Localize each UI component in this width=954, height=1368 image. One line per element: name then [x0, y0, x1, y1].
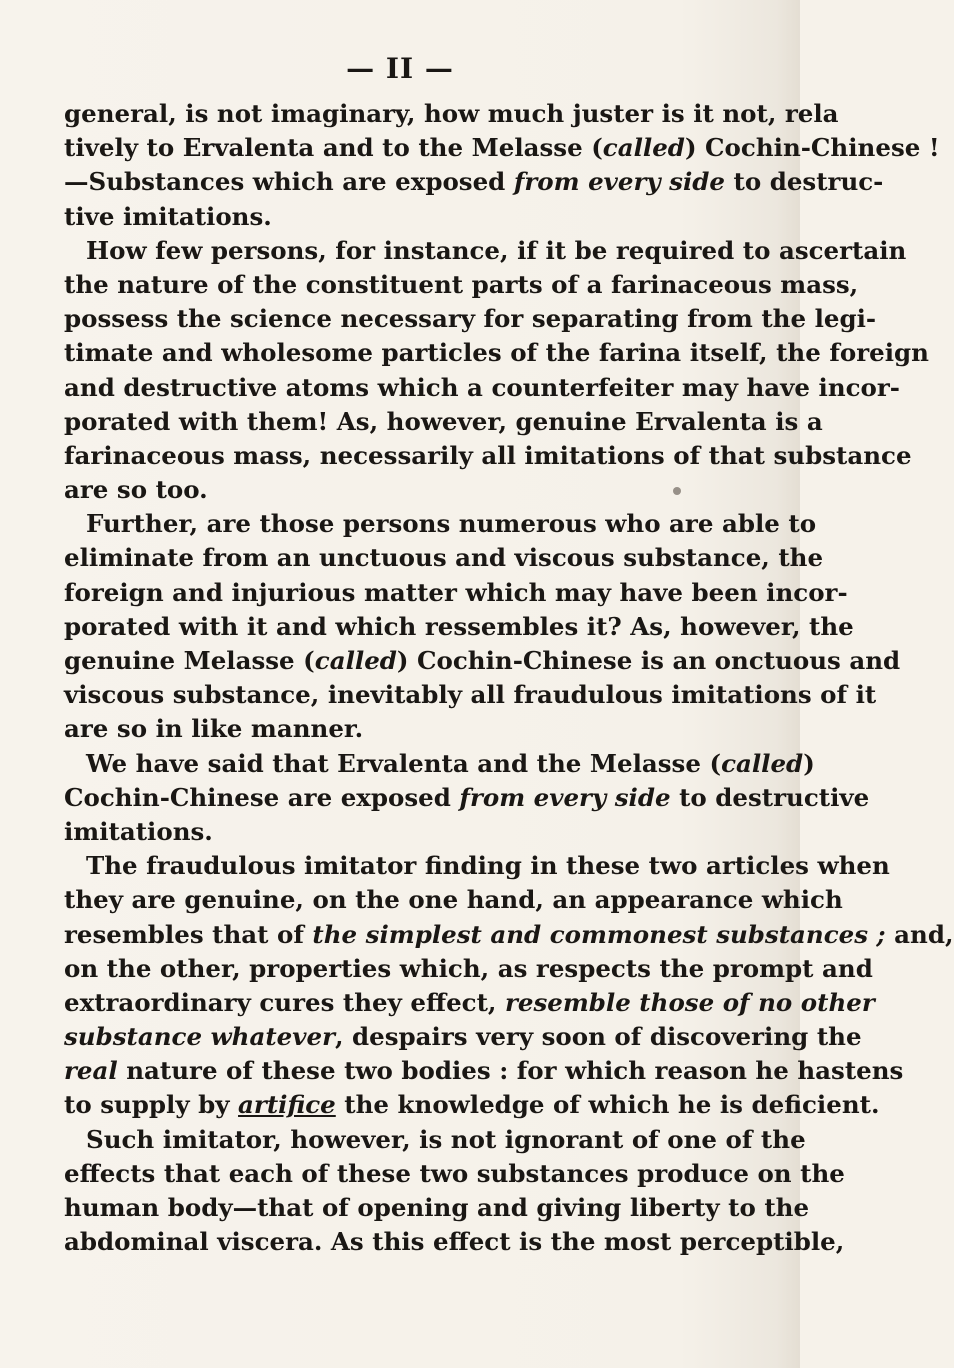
text-run: and destructive atoms which a counterfeiter may have incor-: [64, 372, 900, 402]
text-line: [64, 883, 843, 917]
text-line: [64, 1020, 862, 1054]
text-line: [64, 849, 890, 883]
body-text: [64, 97, 954, 1259]
text-line: [64, 1088, 880, 1122]
text-line: [64, 131, 940, 165]
text-line: [64, 747, 815, 781]
italic-text: called: [314, 646, 397, 675]
text-run: imitations.: [64, 816, 213, 846]
text-run: ): [803, 748, 815, 778]
italic-text: called: [721, 748, 804, 778]
text-run: to destruc-: [725, 167, 884, 197]
text-run: human body—that of opening and giving liberty to the: [64, 1193, 810, 1222]
ink-smudge: [673, 487, 681, 495]
text-run: the nature of the constituent parts of a farinaceous mass,: [64, 269, 859, 299]
text-run: the knowledge of which he is deficient.: [335, 1090, 880, 1120]
italic-text: the simplest and commonest substances ;: [312, 919, 886, 949]
italic-text: artifice: [238, 1090, 336, 1120]
text-line: [64, 200, 784, 234]
text-run: timate and wholesome particles of the farina itself, the foreign: [64, 338, 929, 368]
text-line: [64, 97, 839, 131]
text-run: possess the science necessary for separating from the legi-: [64, 304, 877, 334]
text-run: and,: [885, 919, 954, 949]
text-line: [64, 507, 817, 541]
text-line: [64, 302, 877, 336]
text-run: effects that each of these two substances produce on the: [64, 1158, 845, 1188]
text-run: they are genuine, on the one hand, an appearance which: [64, 885, 843, 915]
text-run: general, is not imaginary, how much juster is it not, rela: [64, 99, 839, 128]
text-run: —Substances which are exposed: [64, 167, 514, 197]
text-line: [64, 952, 873, 986]
text-run: ) Cochin-Chinese is an onctuous and: [396, 646, 901, 675]
text-run: porated with them! As, however, genuine Ervalenta is a: [64, 406, 823, 436]
text-line: [64, 576, 848, 610]
text-run: genuine Melasse (: [64, 646, 315, 675]
text-run: porated with it and which ressembles it? As, however, the: [64, 611, 854, 641]
text-line: [64, 234, 907, 268]
text-line: [64, 644, 901, 678]
text-line: [64, 1157, 845, 1191]
page-number: — II —: [346, 52, 454, 85]
text-line: [64, 815, 784, 849]
text-line: [64, 781, 870, 815]
text-run: are so too.: [64, 475, 208, 505]
text-run: tive imitations.: [64, 201, 272, 231]
text-run: eliminate from an unctuous and viscous substance, the: [64, 543, 824, 573]
italic-text: substance whatever: [64, 1022, 335, 1052]
text-run: are so in like manner.: [64, 714, 364, 744]
text-run: Further, are those persons numerous who are able to: [86, 509, 817, 539]
text-run: to supply by: [64, 1090, 239, 1120]
text-run: foreign and injurious matter which may have been incor-: [64, 577, 848, 607]
italic-text: called: [602, 133, 685, 163]
text-run: tively to Ervalenta and to the Melasse (: [64, 133, 603, 163]
text-run: ) Cochin-Chinese !: [684, 133, 940, 163]
text-run: farinaceous mass, necessarily all imitations of that substance: [64, 440, 912, 470]
text-run: on the other, properties which, as respects the prompt and: [64, 953, 873, 983]
text-line: [64, 405, 823, 439]
text-run: extraordinary cures they effect,: [64, 987, 505, 1017]
italic-text: resemble those of no other: [504, 987, 875, 1017]
text-line: [64, 439, 912, 473]
text-line: [64, 336, 929, 370]
text-line: [64, 678, 877, 712]
text-line: [64, 165, 884, 199]
text-line: [64, 1054, 904, 1088]
text-run: resembles that of: [64, 919, 313, 949]
text-run: We have said that Ervalenta and the Melasse (: [86, 748, 722, 778]
text-run: The fraudulous imitator finding in these two articles when: [86, 851, 890, 881]
text-run: , despairs very soon of discovering the: [334, 1022, 862, 1052]
text-line: [64, 268, 859, 302]
italic-text: from every side: [513, 167, 725, 197]
text-run: abdominal viscera. As this effect is the most perceptible,: [64, 1227, 845, 1257]
text-run: to destructive: [670, 782, 870, 812]
text-run: Cochin-Chinese are exposed: [64, 782, 460, 812]
text-line: [64, 1225, 845, 1259]
text-line: [64, 918, 954, 952]
text-line: [64, 986, 875, 1020]
text-run: How few persons, for instance, if it be required to ascertain: [86, 235, 907, 265]
italic-text: from every side: [459, 782, 671, 812]
text-run: Such imitator, however, is not ignorant of one of the: [86, 1124, 806, 1154]
text-run: viscous substance, inevitably all fraudulous imitations of it: [64, 680, 877, 710]
text-line: [64, 712, 784, 746]
text-line: [64, 1191, 810, 1225]
text-line: [64, 371, 900, 405]
text-line: [64, 610, 854, 644]
text-run: nature of these two bodies : for which reason he hastens: [117, 1056, 904, 1086]
text-line: [64, 1123, 806, 1157]
italic-text: real: [64, 1056, 118, 1086]
text-line: [64, 541, 824, 575]
